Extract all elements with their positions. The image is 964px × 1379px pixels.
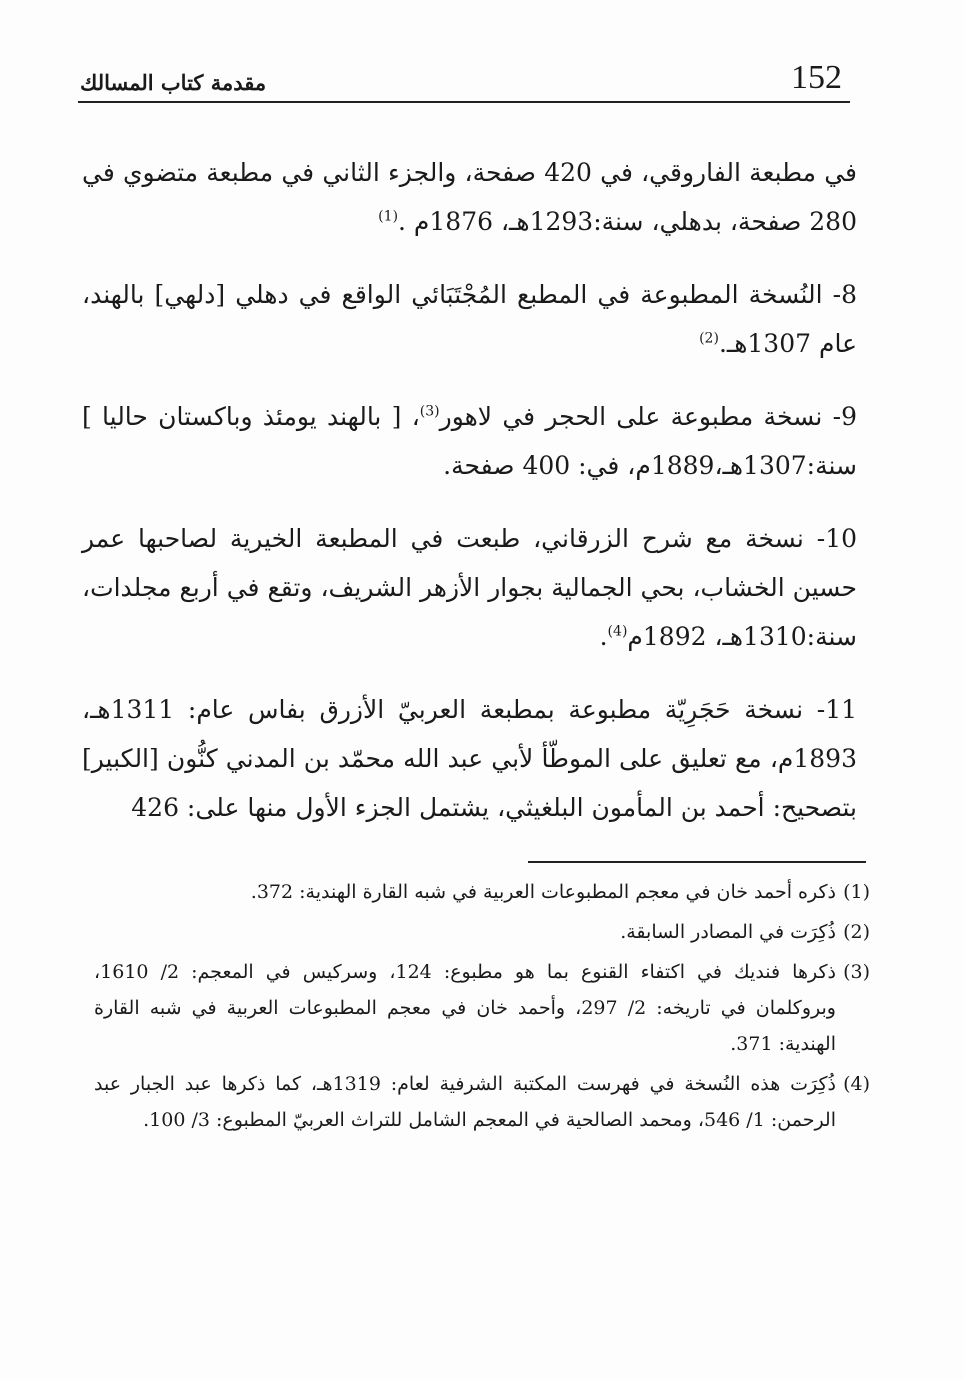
footnote-text: ذكرها فنديك في اكتفاء القنوع بما هو مطبوع: 124، وسركيس في المعجم: 2/ 1610، وبروكلمان في تاريخه: 2/ 297، وأحمد خان في معجم المطبوعات العربية في شبه القارة الهندية: 371. xyxy=(94,961,836,1055)
body-text xyxy=(82,148,857,856)
paragraph-2 xyxy=(82,270,857,368)
paragraph-5 xyxy=(82,685,857,832)
paragraph-3-text-before: 9- نسخة مطبوعة على الحجر في لاهور xyxy=(439,402,857,431)
header-rule xyxy=(78,101,850,103)
page-number: 152 xyxy=(791,59,842,96)
footnote-ref-1: (1) xyxy=(378,208,399,225)
footnote-rule xyxy=(528,861,866,863)
footnote-3 xyxy=(94,954,870,1062)
footnote-ref-2: (2) xyxy=(699,330,719,347)
paragraph-3 xyxy=(82,392,857,490)
footnote-text: ذُكِرَت هذه النُسخة في فهرست المكتبة الشرفية لعام: 1319هـ، كما ذكرها عبد الجبار عبد الرحمن: 1/ 546، ومحمد الصالحية في المعجم الشامل للتراث العربيّ المطبوع: 3/ 100. xyxy=(94,1073,836,1131)
footnote-2 xyxy=(94,914,870,950)
footnote-1 xyxy=(94,874,870,910)
footnote-text: ذكره أحمد خان في معجم المطبوعات العربية في شبه القارة الهندية: 372. xyxy=(250,881,836,903)
page-header xyxy=(80,58,850,100)
paragraph-4-text: 10- نسخة مع شرح الزرقاني، طبعت في المطبعة الخيرية لصاحبها عمر حسين الخشاب، بحي الجمالية بجوار الأزهر الشريف، وتقع في أربع مجلدات، سنة:1310هـ، 1892م xyxy=(82,524,857,651)
running-title: مقدمة كتاب المسالك xyxy=(80,70,267,95)
footnote-4 xyxy=(94,1066,870,1138)
footnote-number: (2) xyxy=(843,921,870,943)
paragraph-1-text: في مطبعة الفاروقي، في 420 صفحة، والجزء الثاني في مطبعة متضوي في 280 صفحة، بدهلي، سنة:1293هـ، 1876م . xyxy=(82,158,857,236)
footnote-number: (4) xyxy=(843,1073,870,1095)
paragraph-4 xyxy=(82,514,857,661)
paragraph-2-text: 8- النُسخة المطبوعة في المطبع المُجْتَبَائي الواقع في دهلي [دلهي] بالهند، عام 1307هـ. xyxy=(82,280,857,358)
footnote-text: ذُكِرَت في المصادر السابقة. xyxy=(620,921,836,943)
footnote-ref-4: (4) xyxy=(607,623,628,640)
paragraph-4-text-after: . xyxy=(599,622,608,651)
footnotes xyxy=(94,874,870,1142)
paragraph-3-text-after: ، [ بالهند يومئذ وباكستان حاليا ] سنة:1307هـ،1889م، في: 400 صفحة. xyxy=(82,402,857,480)
footnote-ref-3: (3) xyxy=(419,403,440,420)
footnote-number: (1) xyxy=(843,881,870,903)
paragraph-1 xyxy=(82,148,857,246)
footnote-number: (3) xyxy=(843,961,870,983)
paragraph-5-text: 11- نسخة حَجَرِيّة مطبوعة بمطبعة العربيّ الأزرق بفاس عام: 1311هـ، 1893م، مع تعليق على الموطّأ لأبي عبد الله محمّد بن المدني كنُّون [الكبير] بتصحيح: أحمد بن المأمون البلغيثي، يشتمل الجزء الأول منها على: 426 xyxy=(82,695,857,822)
